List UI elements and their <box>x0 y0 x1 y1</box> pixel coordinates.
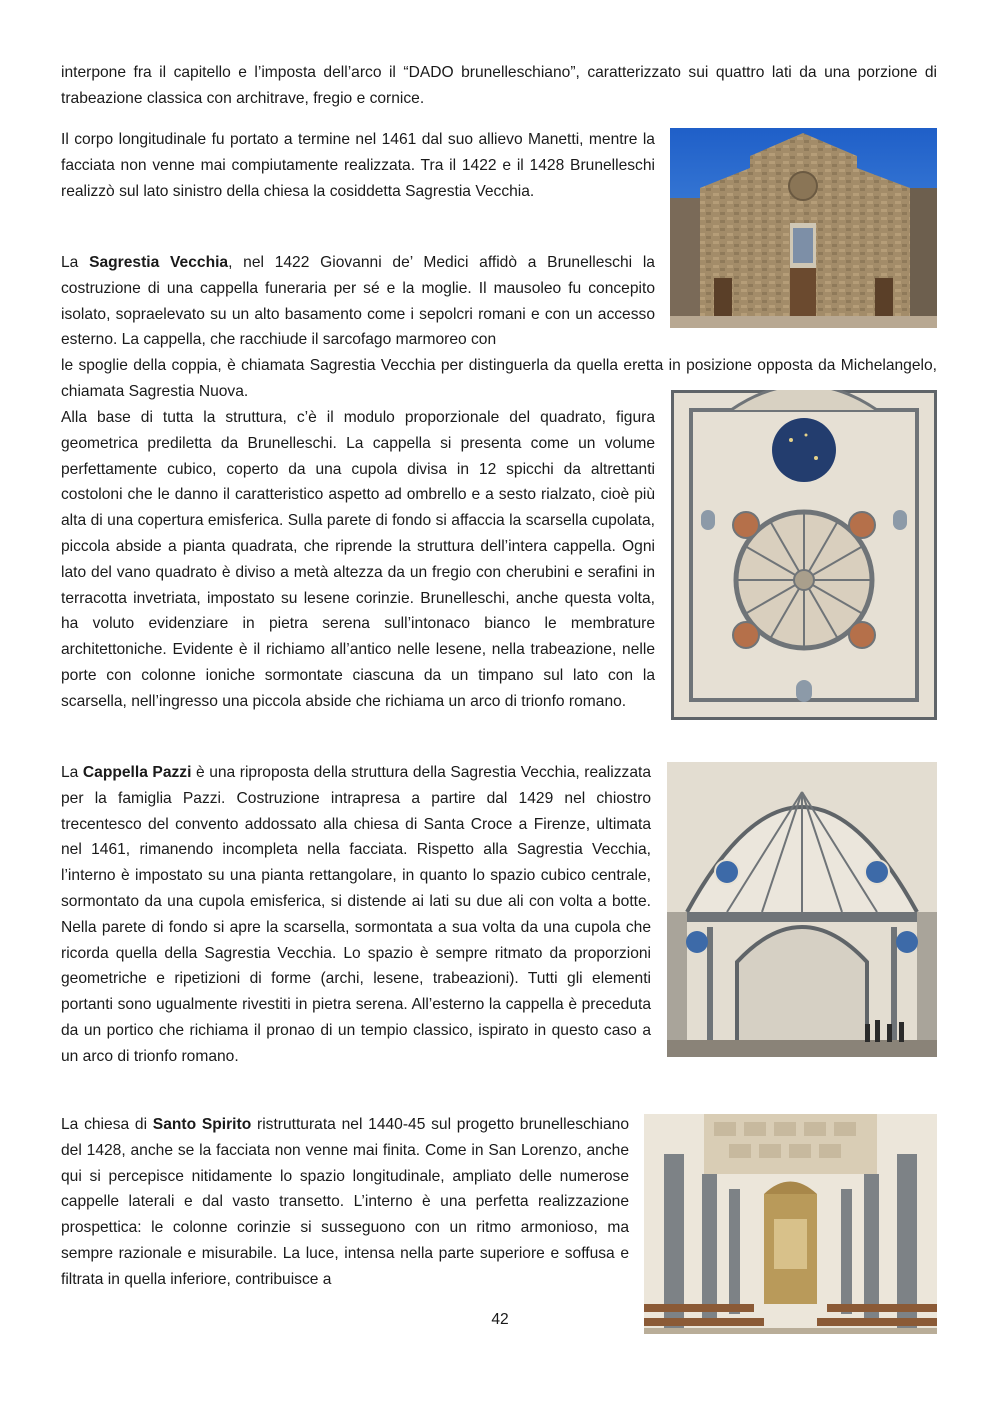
santo-spirito-nave-photo <box>644 1114 937 1334</box>
san-lorenzo-facade-photo <box>670 128 937 328</box>
sagrestia-vecchia-dome-photo <box>671 390 937 720</box>
paragraph-cappella-pazzi <box>61 760 651 1070</box>
dome-image <box>671 390 937 720</box>
page-number: 42 <box>491 1311 509 1328</box>
paragraph-struttura-cubica: Alla base di tutta la struttura, c’è il modulo proporzionale del quadrato, figura geometrica prediletta da Brunelleschi. La cappella si presenta come un volume perfettamente cubico, coperto da una cupola divisa in 12 spicchi da altrettanti costoloni che le danno il caratteristico aspetto ad ombrello e a sesto rialzato, cioè più alta di una copertura emisferica. Sulla parete di fondo si affaccia la scarsella cupolata, piccola abside a pianta quadrata, che riprende la struttura dell’intera cappella. Ogni lato del vano quadrato è diviso a metà altezza da un fregio con cherubini e serafini in terracotta invetriata, impostato su lesene corinzie. Brunelleschi, anche questa volta, ha voluto evidenziare in pietra serena sull’intonaco bianco le membrature architettoniche. Evidente è il richiamo all’antico nelle lesene, nella trabeazione, nelle porte con colonne ioniche sormontate ciascuna da un timpano sul lato con la scarsella, nell’ingresso una piccola abside che richiama un arco di trionfo romano. <box>61 409 655 710</box>
text-span: La <box>61 254 90 271</box>
paragraph-santo-spirito <box>61 1112 629 1293</box>
text-span: La chiesa di <box>61 1116 153 1133</box>
term-santo-spirito: Santo Spirito <box>152 1116 252 1133</box>
text-span: è una riproposta della struttura della Sagrestia Vecchia, realizzata per la famiglia Pazzi. Costruzione intrapresa a partire dal 1429 nel chiostro trecentesco del convento addossato alla chiesa di Santa Croce a Firenze, ultimata nel 1461, rimanendo incompleta nella facciata. Rispetto alla Sagrestia Vecchia, l’interno è impostato su una pianta rettangolare, in quanto lo spazio cubico centrale, sormontato da una cupola emisferica, si distende ai lati su due ali con volta a botte. Nella parete di fondo si apre la scarsella, sormontata a sua volta da una cupola che ricorda quella della Sagrestia Vecchia. Lo spazio è sempre ritmato da proporzioni geometriche e ripetizioni di forme (archi, lesene, trabeazioni). Tutti gli elementi portanti sono ugualmente rivestiti in pietra serena. All’esterno la cappella è preceduta da un portico che richiama il pronao di un tempio classico, ispirato in questo caso a un arco di trionfo romano. <box>61 764 651 1065</box>
pazzi-image <box>667 762 937 1057</box>
nave-image <box>644 1114 937 1334</box>
text-span: La <box>61 764 83 781</box>
text-span: , nel 1422 Giovanni de’ Medici affidò a Brunelleschi la costruzione di una cappella funeraria per sé e la moglie. Il mausoleo fu concepito isolato, sopraelevato su un alto basamento come i sepolcri romani e con un accesso esterno. La cappella, che racchiude il sarcofago marmoreo con <box>61 254 655 349</box>
cappella-pazzi-interior-photo <box>667 762 937 1057</box>
facade-image <box>670 128 937 328</box>
text-span: ristrutturata nel 1440-45 sul progetto brunelleschiano del 1428, anche se la facciata non venne mai finita. Come in San Lorenzo, anche qui si percepisce nitidamente lo spazio longitudinale, ampliato delle numerose cappelle laterali e dal vasto transetto. L’interno è una perfetta realizzazione prospettica: le colonne corinzie si susseguono con un ritmo armonioso, ma sempre razionale e misurabile. La luce, intensa nella parte superiore e soffusa e filtrata in quella inferiore, contribuisce a <box>61 1116 630 1288</box>
paragraph-dado: interpone fra il capitello e l’imposta dell’arco il “DADO brunelleschiano”, caratterizzato sui quattro lati da una porzione di trabeazione classica con architrave, fregio e cornice. <box>61 64 937 107</box>
paragraph-corpo-longitudinale: Il corpo longitudinale fu portato a termine nel 1461 dal suo allievo Manetti, mentre la facciata non venne mai compiutamente realizzata. Tra il 1422 e il 1428 Brunelleschi realizzò sul lato sinistro della chiesa la cosiddetta Sagrestia Vecchia. <box>61 131 655 200</box>
paragraph-sagrestia-vecchia-cont: le spoglie della coppia, è chiamata Sagrestia Vecchia per distinguerla da quella eretta in posizione opposta da Michelangelo, chiamata Sagrestia Nuova. <box>61 357 937 400</box>
term-sagrestia-vecchia: Sagrestia Vecchia <box>89 254 229 271</box>
paragraph-sagrestia-vecchia <box>61 250 655 353</box>
term-cappella-pazzi: Cappella Pazzi <box>82 764 192 781</box>
